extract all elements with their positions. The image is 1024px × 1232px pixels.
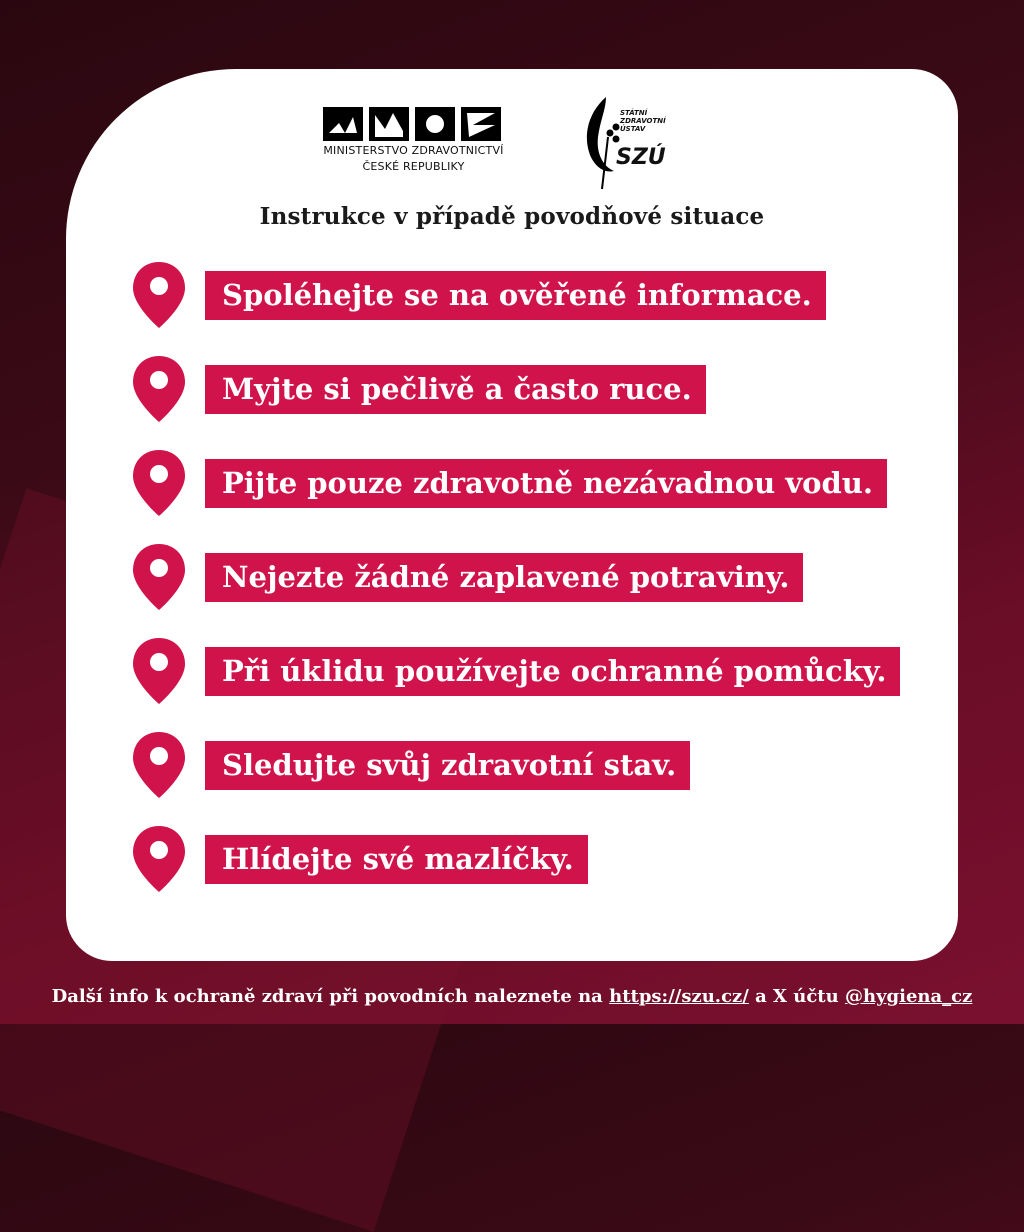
location-pin-icon — [131, 448, 187, 518]
footer-text: Další info k ochraně zdraví při povodních naleznete na — [51, 986, 610, 1007]
logos — [321, 93, 721, 193]
szu-line3: ÚSTAV — [620, 125, 646, 133]
szu-emblem-icon — [576, 93, 636, 193]
szu-website-link[interactable]: https://szu.cz/ — [609, 986, 749, 1007]
instruction-label: Sledujte svůj zdravotní stav. — [205, 741, 690, 790]
location-pin-icon — [131, 824, 187, 894]
ministry-line1: MINISTERSTVO ZDRAVOTNICTVÍ — [323, 144, 504, 157]
instruction-label: Spoléhejte se na ověřené informace. — [205, 271, 826, 320]
footer — [0, 986, 1024, 1007]
ministry-logo — [321, 103, 506, 175]
x-account-link[interactable]: @hygiena_cz — [844, 986, 973, 1007]
szu-fullname — [620, 109, 666, 133]
instruction-label: Myjte si pečlivě a často ruce. — [205, 365, 706, 414]
ministry-line2: ČESKÉ REPUBLIKY — [362, 160, 465, 173]
ministry-emblem-icon — [323, 103, 503, 143]
instruction-label: Při úklidu používejte ochranné pomůcky. — [205, 647, 900, 696]
location-pin-icon — [131, 730, 187, 800]
page-title: Instrukce v případě povodňové situace — [259, 203, 765, 230]
instruction-label: Pijte pouze zdravotně nezávadnou vodu. — [205, 459, 887, 508]
instruction-label: Nejezte žádné zaplavené potraviny. — [205, 553, 803, 602]
location-pin-icon — [131, 542, 187, 612]
szu-logo — [576, 93, 716, 193]
location-pin-icon — [131, 636, 187, 706]
szu-abbreviation: SZÚ — [616, 145, 666, 170]
szu-line2: ZDRAVOTNÍ — [620, 117, 666, 125]
footer-text-middle: a X účtu — [748, 986, 845, 1007]
content-card — [66, 69, 958, 961]
location-pin-icon — [131, 354, 187, 424]
ministry-name — [321, 143, 506, 175]
szu-line1: STÁTNÍ — [620, 109, 648, 117]
location-pin-icon — [131, 260, 187, 330]
instruction-label: Hlídejte své mazlíčky. — [205, 835, 588, 884]
